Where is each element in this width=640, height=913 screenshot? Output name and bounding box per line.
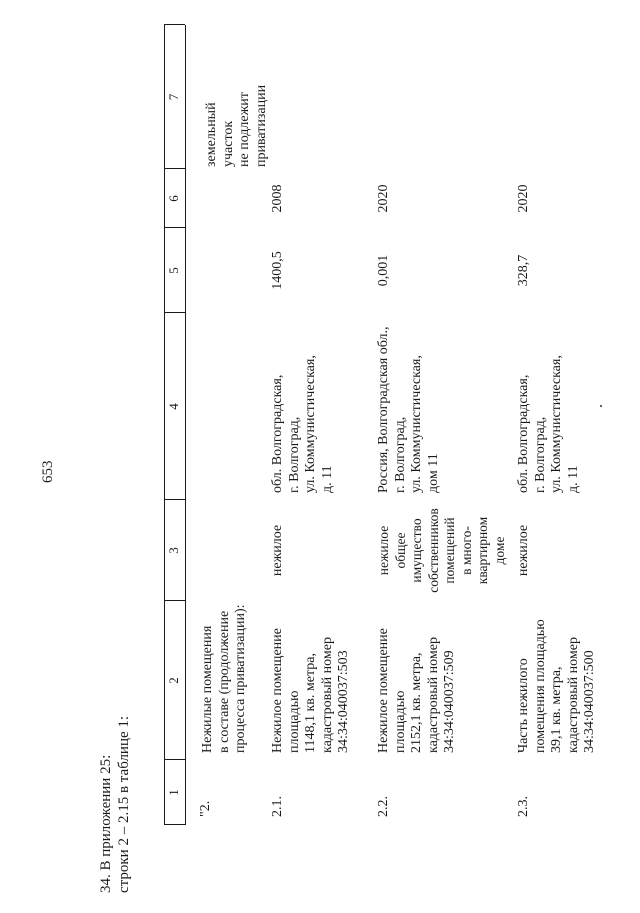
row-2-2-col-5: 0,001 xyxy=(376,254,391,287)
row-2-1-col-2: Нежилое помещение площадью 1148,1 кв. метра, кадастровый номер 34:34:040037:503 xyxy=(270,628,351,753)
header-col-4: 4 xyxy=(166,403,181,410)
header-col-2: 2 xyxy=(166,677,181,684)
row-2-3-col-6: 2020 xyxy=(516,184,531,213)
row-2-1-col-4: обл. Волгоградская, г. Волгоград, ул. Коммунистическая, д. 11 xyxy=(270,355,335,493)
row-2-2-col-2: Нежилое помещение площадью 2152,1 кв. метра, кадастровый номер 34:34:040037:509 xyxy=(376,628,457,753)
header-col-7: 7 xyxy=(166,93,181,101)
header-col-1: 1 xyxy=(166,789,181,796)
row-2-3-col-2: Часть нежилого помещения площадью 39,1 кв. метра, кадастровый номер 34:34:040037:500 xyxy=(516,619,597,753)
row-number: 2.1. xyxy=(270,796,285,817)
scan-speck xyxy=(600,405,602,407)
page-number: 653 xyxy=(40,460,56,483)
row-2-col-2: Нежилые помещения в составе (продолжение процесса приватизации): xyxy=(200,604,248,753)
header-col-5: 5 xyxy=(166,267,181,274)
intro-line-2: строки 2 – 2.15 в таблице 1: xyxy=(116,715,132,893)
row-number: 2.2. xyxy=(376,796,391,817)
row-2-1-col-3: нежилое xyxy=(270,524,285,577)
row-2-3-col-5: 328,7 xyxy=(516,254,531,287)
row-2-1-col-6: 2008 xyxy=(270,184,285,213)
row-2-3-col-3: нежилое xyxy=(516,524,531,577)
table-header-bottom-border xyxy=(185,25,186,825)
row-2-2-col-4: Россия, Волгоградская обл., г. Волгоград, ул. Коммунистическая, дом 11 xyxy=(376,326,441,493)
row-2-2-col-3: нежилое общее имущество собственников помещений в много- квартирном доме xyxy=(376,508,507,593)
row-2-col-7: земельный участок не подлежит приватизации xyxy=(204,84,269,167)
row-number: "2. xyxy=(198,800,213,817)
row-2-1-col-5: 1400,5 xyxy=(270,251,285,290)
row-2-3-col-4: обл. Волгоградская, г. Волгоград, ул. Коммунистическая, д. 11 xyxy=(516,355,581,493)
row-2-2-col-6: 2020 xyxy=(376,184,391,213)
intro-line-1: 34. В приложении 25: xyxy=(98,754,114,893)
header-col-6: 6 xyxy=(166,195,181,202)
row-number: 2.3. xyxy=(516,796,531,817)
header-col-3: 3 xyxy=(166,547,181,554)
